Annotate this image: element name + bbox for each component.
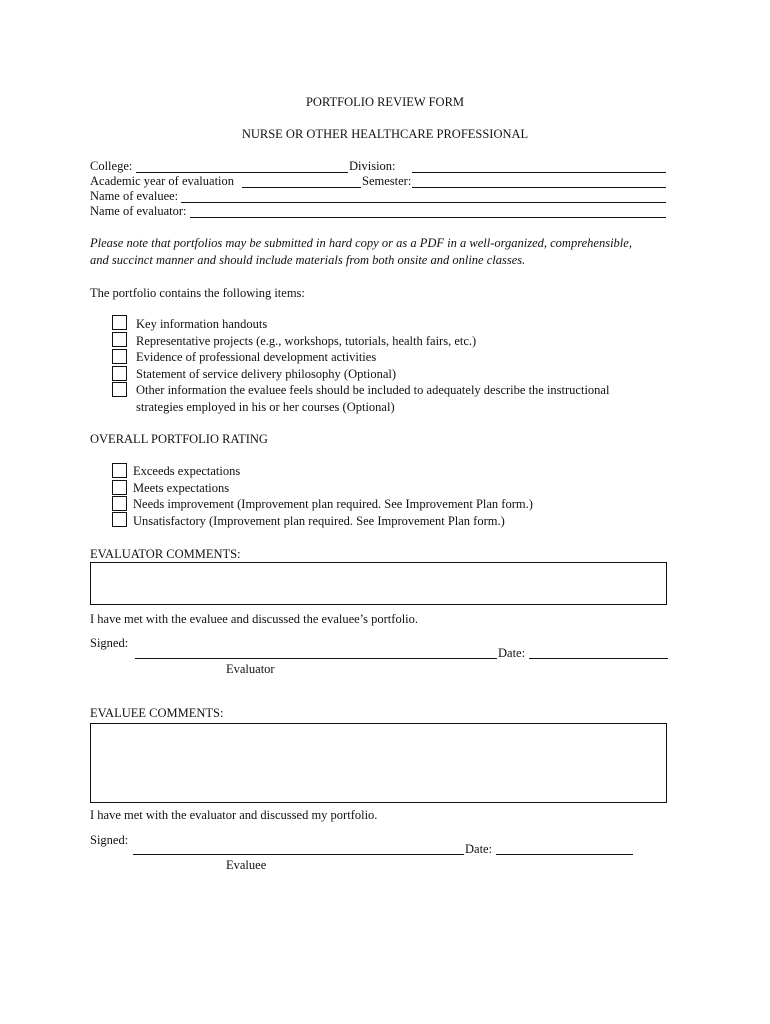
academic-year-label: Academic year of evaluation — [90, 174, 235, 188]
rating-checkbox-meets[interactable] — [112, 480, 127, 495]
item-label: strategies employed in his or her courses (Optional) — [136, 400, 395, 414]
item-label: Representative projects (e.g., workshops, tutorials, health fairs, etc.) — [136, 334, 477, 348]
evaluee-signature-line[interactable] — [133, 854, 464, 855]
item-label: Other information the evaluee feels should be included to adequately describe the instructional — [136, 383, 610, 397]
item-checkbox-projects[interactable] — [112, 332, 127, 347]
rating-heading: OVERALL PORTFOLIO RATING — [90, 432, 268, 446]
college-label: College: — [90, 159, 133, 173]
item-label: Statement of service delivery philosophy (Optional) — [136, 367, 397, 381]
evaluator-name-field[interactable] — [190, 217, 666, 218]
rating-label: Needs improvement (Improvement plan required. See Improvement Plan form.) — [133, 497, 533, 511]
form-subtitle: NURSE OR OTHER HEALTHCARE PROFESSIONAL — [241, 127, 529, 141]
rating-checkbox-exceeds[interactable] — [112, 463, 127, 478]
evaluee-date-line[interactable] — [496, 854, 633, 855]
evaluator-comments-heading: EVALUATOR COMMENTS: — [90, 547, 241, 561]
evaluee-comments-input[interactable] — [91, 724, 666, 802]
evaluator-comments-box[interactable] — [90, 562, 667, 605]
evaluator-comments-input[interactable] — [91, 563, 666, 604]
item-label: Key information handouts — [136, 317, 268, 331]
evaluee-comments-box[interactable] — [90, 723, 667, 803]
rating-checkbox-needs-improvement[interactable] — [112, 496, 127, 511]
submission-note-line-1: Please note that portfolios may be submitted in hard copy or as a PDF in a well-organized, comprehensible, — [90, 236, 632, 250]
evaluator-signature-line[interactable] — [135, 658, 497, 659]
evaluee-date-label: Date: — [465, 842, 493, 856]
semester-field[interactable] — [412, 187, 666, 188]
evaluator-name-label: Name of evaluator: — [90, 204, 187, 218]
division-label: Division: — [349, 159, 396, 173]
rating-label: Meets expectations — [133, 481, 230, 495]
item-checkbox-professional-development[interactable] — [112, 349, 127, 364]
evaluator-signed-label: Signed: — [90, 636, 129, 650]
rating-label: Unsatisfactory (Improvement plan required. See Improvement Plan form.) — [133, 514, 505, 528]
items-intro: The portfolio contains the following items: — [90, 286, 305, 300]
evaluator-role-label: Evaluator — [226, 662, 275, 676]
division-field[interactable] — [412, 172, 666, 173]
evaluee-name-label: Name of evaluee: — [90, 189, 179, 203]
evaluee-role-label: Evaluee — [226, 858, 267, 872]
evaluee-signed-label: Signed: — [90, 833, 129, 847]
submission-note-line-2: and succinct manner and should include materials from both onsite and online classes. — [90, 253, 526, 267]
item-checkbox-other[interactable] — [112, 382, 127, 397]
rating-label: Exceeds expectations — [133, 464, 241, 478]
academic-year-field[interactable] — [242, 187, 361, 188]
item-checkbox-philosophy[interactable] — [112, 366, 127, 381]
evaluee-comments-heading: EVALUEE COMMENTS: — [90, 706, 224, 720]
evaluee-statement: I have met with the evaluator and discussed my portfolio. — [90, 808, 378, 822]
evaluator-date-line[interactable] — [529, 658, 668, 659]
evaluator-date-label: Date: — [498, 646, 526, 660]
semester-label: Semester: — [362, 174, 412, 188]
evaluator-statement: I have met with the evaluee and discussed the evaluee’s portfolio. — [90, 612, 419, 626]
item-label: Evidence of professional development activities — [136, 350, 377, 364]
evaluee-name-field[interactable] — [181, 202, 666, 203]
item-checkbox-handouts[interactable] — [112, 315, 127, 330]
form-title: PORTFOLIO REVIEW FORM — [305, 95, 465, 109]
rating-checkbox-unsatisfactory[interactable] — [112, 512, 127, 527]
